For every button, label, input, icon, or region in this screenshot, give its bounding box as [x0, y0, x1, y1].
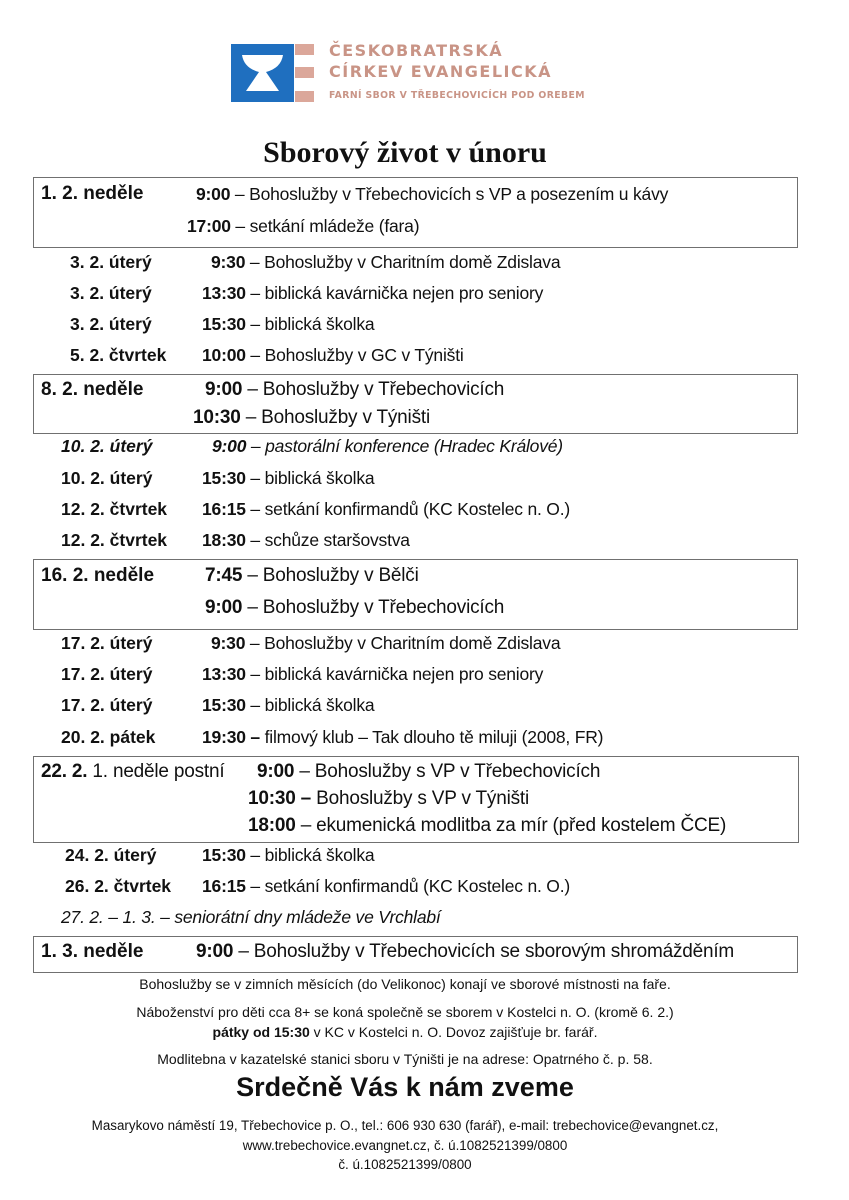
logo-line-1: ČESKOBRATRSKÁ	[329, 41, 504, 60]
event-text: – Bohoslužby v Třebechovicích	[242, 597, 505, 618]
event-date: 17. 2. úterý	[61, 695, 153, 715]
closing-invitation: Srdečně Vás k nám zveme	[236, 1072, 574, 1102]
event-text: – biblická školka	[245, 468, 375, 488]
event-item	[196, 184, 668, 205]
event-time: 10:30	[193, 407, 241, 428]
event-time: 9:00	[205, 597, 243, 618]
event-date-label: 1. neděle postní	[87, 761, 225, 782]
event-item	[205, 565, 419, 587]
event-item	[193, 407, 430, 429]
event-text: – Bohoslužby v Charitním domě Zdislava	[245, 252, 561, 272]
event-time: 15:30	[202, 468, 246, 488]
note-religion-rest: v KC v Kostelci n. O. Dovoz zajišťuje br. farář.	[309, 1024, 598, 1040]
logo-stripe	[295, 91, 314, 102]
event-time: 9:00	[212, 436, 247, 456]
event-text: – schůze staršovstva	[245, 530, 410, 550]
event-time: 9:00	[196, 941, 234, 962]
event-text: – Bohoslužby s VP v Třebechovicích	[294, 761, 601, 782]
footer-website: www.trebechovice.evangnet.cz, č. ú.1082521399/0800	[242, 1138, 568, 1153]
event-item	[202, 530, 410, 551]
event-text: – biblická školka	[245, 314, 375, 334]
event-date: 26. 2. čtvrtek	[65, 876, 172, 896]
event-item	[211, 252, 560, 273]
note-tyniste-address: Modlitebna v kazatelské stanici sboru v Týništi je na adrese: Opatrného č. p. 58.	[157, 1051, 653, 1067]
event-item	[202, 499, 570, 520]
event-time: 9:00	[196, 184, 231, 204]
event-date: 3. 2. úterý	[70, 314, 152, 334]
event-time: 9:30	[211, 252, 246, 272]
event-text: – biblická školka	[245, 845, 375, 865]
event-text: – Bohoslužby v Bělči	[242, 565, 419, 586]
event-item: 27. 2. – 1. 3. – seniorátní dny mládeže ve Vrchlabí	[61, 907, 441, 927]
event-time: 17:00	[187, 216, 231, 236]
event-item	[205, 379, 504, 401]
event-text: – biblická kavárnička nejen pro seniory	[245, 283, 544, 303]
logo-stripe	[295, 67, 314, 78]
event-item	[248, 815, 726, 837]
event-item	[211, 633, 560, 654]
event-item	[202, 664, 543, 685]
event-time: 18:30	[202, 530, 246, 550]
event-date: 12. 2. čtvrtek	[61, 499, 168, 519]
event-date: 3. 2. úterý	[70, 283, 152, 303]
event-text: – Bohoslužby v Třebechovicích	[242, 379, 505, 400]
event-text: Bohoslužby s VP v Týništi	[311, 788, 530, 809]
event-time: 9:30	[211, 633, 246, 653]
page-title: Sborový život v únoru	[263, 136, 547, 169]
event-date: 24. 2. úterý	[65, 845, 157, 865]
event-item	[202, 727, 603, 748]
event-text: – Bohoslužby v Třebechovicích se sborovým shromážděním	[233, 941, 735, 962]
event-text: – setkání konfirmandů (KC Kostelec n. O.)	[245, 876, 571, 896]
footer-account: č. ú.1082521399/0800	[338, 1157, 472, 1172]
event-item	[202, 845, 374, 866]
note-religion-line2	[0, 1024, 810, 1040]
event-date: 1. 2. neděle	[41, 183, 144, 204]
event-date-day: 22. 2.	[41, 761, 88, 782]
event-time: 16:15	[202, 876, 246, 896]
event-item	[257, 761, 600, 783]
event-date: 17. 2. úterý	[61, 664, 153, 684]
event-date	[41, 761, 224, 783]
event-time: 19:30 –	[202, 727, 260, 747]
event-text: – pastorální konference (Hradec Králové)	[246, 436, 563, 456]
event-text: – setkání mládeže (fara)	[230, 216, 420, 236]
event-time: 13:30	[202, 283, 246, 303]
event-text: – biblická školka	[245, 695, 375, 715]
event-time: 7:45	[205, 565, 243, 586]
event-item	[248, 788, 529, 810]
event-item	[202, 314, 374, 335]
event-text: – ekumenická modlitba za mír (před kostelem ČCE)	[295, 815, 727, 836]
event-time: 15:30	[202, 695, 246, 715]
event-item	[202, 283, 543, 304]
event-date: 8. 2. neděle	[41, 379, 144, 400]
event-text: – Bohoslužby v GC v Týništi	[245, 345, 464, 365]
event-text: – Bohoslužby v Týništi	[240, 407, 430, 428]
event-date: 20. 2. pátek	[61, 727, 156, 747]
footer-contact: Masarykovo náměstí 19, Třebechovice p. O., tel.: 606 930 630 (farář), e-mail: trebechovice@evangnet.cz,	[91, 1118, 719, 1133]
event-time: 10:00	[202, 345, 246, 365]
event-time: 18:00	[248, 815, 296, 836]
event-item	[202, 468, 374, 489]
logo-line-3: FARNÍ SBOR V TŘEBECHOVICÍCH POD OREBEM	[329, 90, 585, 101]
logo-line-2: CÍRKEV EVANGELICKÁ	[329, 62, 553, 81]
event-item	[202, 695, 374, 716]
event-time: 15:30	[202, 314, 246, 334]
event-text: – biblická kavárnička nejen pro seniory	[245, 664, 544, 684]
chalice-emblem-icon	[231, 44, 294, 102]
event-date: 16. 2. neděle	[41, 565, 155, 586]
event-date: 5. 2. čtvrtek	[70, 345, 167, 365]
event-date: 1. 3. neděle	[41, 941, 144, 962]
event-date: 12. 2. čtvrtek	[61, 530, 168, 550]
event-date: 17. 2. úterý	[61, 633, 153, 653]
event-time: 9:00	[205, 379, 243, 400]
event-date: 10. 2. úterý	[61, 436, 153, 456]
note-winter-services: Bohoslužby se v zimních měsících (do Velikonoc) konají ve sborové místnosti na faře.	[139, 976, 671, 992]
event-item	[187, 216, 419, 237]
event-time: 15:30	[202, 845, 246, 865]
event-time: 16:15	[202, 499, 246, 519]
logo-stripe	[295, 44, 314, 55]
event-time: 13:30	[202, 664, 246, 684]
note-religion-bold: pátky od 15:30	[212, 1024, 310, 1040]
event-item	[202, 876, 570, 897]
event-time: 10:30 –	[248, 788, 312, 809]
event-text: – setkání konfirmandů (KC Kostelec n. O.)	[245, 499, 571, 519]
event-text: filmový klub – Tak dlouho tě miluji (2008, FR)	[259, 727, 604, 747]
event-time: 9:00	[257, 761, 295, 782]
church-logo	[231, 41, 621, 102]
event-date: 3. 2. úterý	[70, 252, 152, 272]
event-date: 10. 2. úterý	[61, 468, 153, 488]
event-item	[205, 597, 504, 619]
note-religion-line1: Náboženství pro děti cca 8+ se koná společně se sborem v Kostelci n. O. (kromě 6. 2.)	[136, 1004, 674, 1020]
event-text: – Bohoslužby v Charitním domě Zdislava	[245, 633, 561, 653]
event-item	[196, 941, 734, 963]
event-item	[202, 345, 464, 366]
event-item	[212, 436, 563, 457]
event-text: – Bohoslužby v Třebechovicích s VP a posezením u kávy	[230, 184, 669, 204]
